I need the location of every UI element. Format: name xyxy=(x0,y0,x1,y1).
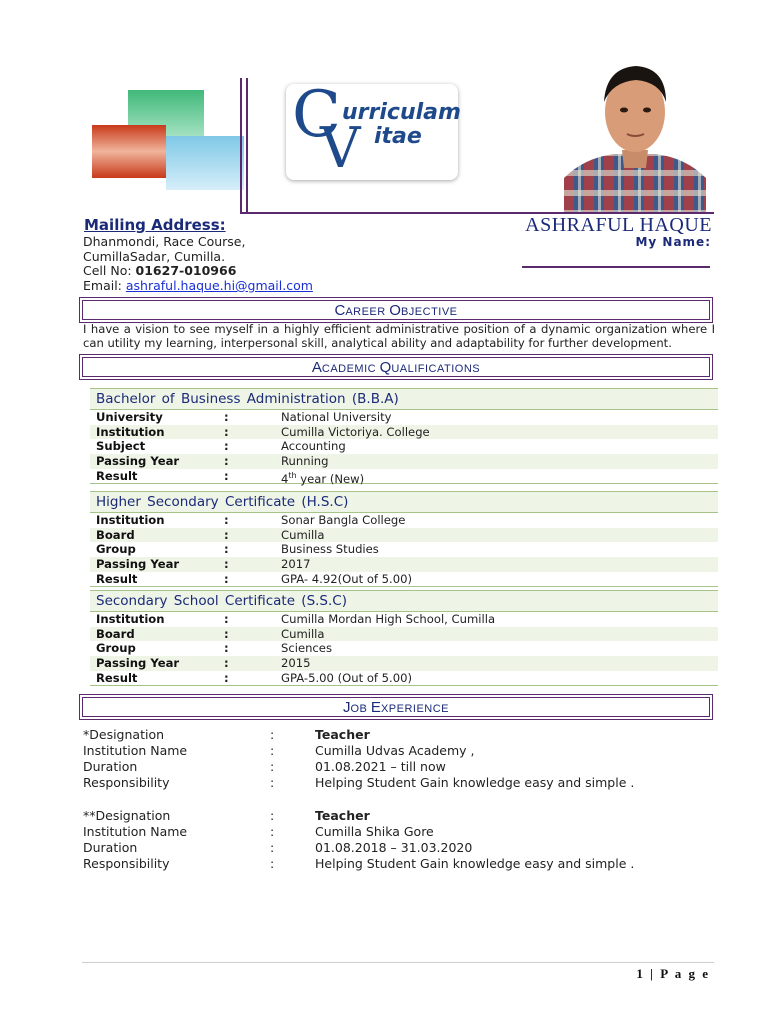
decorative-vertical-line xyxy=(246,78,248,214)
table-row: Passing Year : 2015 xyxy=(90,656,718,671)
table-row: University : National University xyxy=(96,410,392,424)
cell-number xyxy=(83,263,236,278)
degree-title: Higher Secondary Certificate (H.S.C) xyxy=(90,491,718,513)
profile-photo xyxy=(564,50,706,212)
degree-ssc xyxy=(90,590,718,686)
table-row: Subject : Accounting xyxy=(96,439,346,454)
full-name: ASHRAFUL HAQUE xyxy=(525,214,712,236)
logo-word-urriculam: urriculam xyxy=(342,100,461,125)
logo-letter-c: C xyxy=(292,78,341,152)
job-2-designation: **Designation : Teacher xyxy=(83,808,370,823)
table-row: Board : Cumilla xyxy=(90,627,718,642)
my-name-label: My Name: xyxy=(635,235,711,249)
career-objective-heading: CAREER OBJECTIVE xyxy=(82,300,710,320)
curriculum-vitae-logo xyxy=(286,78,461,181)
job-2-responsibility: Responsibility : Helping Student Gain knowledge easy and simple . xyxy=(83,856,635,871)
table-row: Group : Sciences xyxy=(96,641,332,656)
job-1-institution: Institution Name : Cumilla Udvas Academy , xyxy=(83,743,475,758)
table-row: Group : Business Studies xyxy=(96,542,379,557)
career-objective-text: I have a vision to see myself in a highly efficient administrative position of a dynamic organization where I can utility my learning, interpersonal skill, analytical ability and adaptability for further development. xyxy=(83,322,715,350)
job-2-institution: Institution Name : Cumilla Shika Gore xyxy=(83,824,434,839)
decorative-vertical-line xyxy=(240,78,242,214)
name-underline xyxy=(522,266,710,268)
degree-hsc xyxy=(90,491,718,587)
table-row: Board : Cumilla xyxy=(90,528,718,543)
email-label: Email: xyxy=(83,278,126,293)
decorative-red-square xyxy=(92,125,166,178)
academic-qualifications-heading: ACADEMIC QUALIFICATIONS xyxy=(82,357,710,377)
table-row: Passing Year : 2017 xyxy=(90,557,718,572)
table-row: Result : 4th year (New) xyxy=(90,469,718,485)
cell-value: 01627-010966 xyxy=(135,263,237,278)
degree-bba xyxy=(90,388,718,484)
table-row: Institution : Cumilla Victoriya. College xyxy=(90,425,718,440)
job-1-duration: Duration : 01.08.2021 – till now xyxy=(83,759,446,774)
email-row xyxy=(83,278,313,293)
job-1-responsibility: Responsibility : Helping Student Gain knowledge easy and simple . xyxy=(83,775,635,790)
degree-title: Secondary School Certificate (S.S.C) xyxy=(90,590,718,612)
table-row: Institution : Cumilla Mordan High School, Cumilla xyxy=(96,612,496,626)
address-line-2: CumillaSadar, Cumilla. xyxy=(83,249,226,264)
job-2-duration: Duration : 01.08.2018 – 31.03.2020 xyxy=(83,840,473,855)
mailing-address-title: Mailing Address: xyxy=(84,216,226,234)
job-experience-heading: JOB EXPERIENCE xyxy=(82,697,710,717)
address-line-1: Dhanmondi, Race Course, xyxy=(83,234,246,249)
decorative-blue-square xyxy=(166,136,244,190)
cell-label: Cell No: xyxy=(83,263,136,278)
table-row: Result : GPA-5.00 (Out of 5.00) xyxy=(90,671,718,687)
table-row: Institution : Sonar Bangla College xyxy=(96,513,406,527)
degree-title: Bachelor of Business Administration (B.B.A) xyxy=(90,388,718,410)
logo-word-itae: itae xyxy=(374,124,422,149)
job-1-designation: *Designation : Teacher xyxy=(83,727,370,742)
email-link[interactable]: ashraful.haque.hi@gmail.com xyxy=(125,278,313,293)
logo-letter-v: V xyxy=(320,116,361,181)
page-number: 1 | P a g e xyxy=(636,966,710,981)
table-row: Result : GPA- 4.92(Out of 5.00) xyxy=(90,572,718,588)
footer-divider xyxy=(82,962,714,963)
table-row: Passing Year : Running xyxy=(90,454,718,469)
